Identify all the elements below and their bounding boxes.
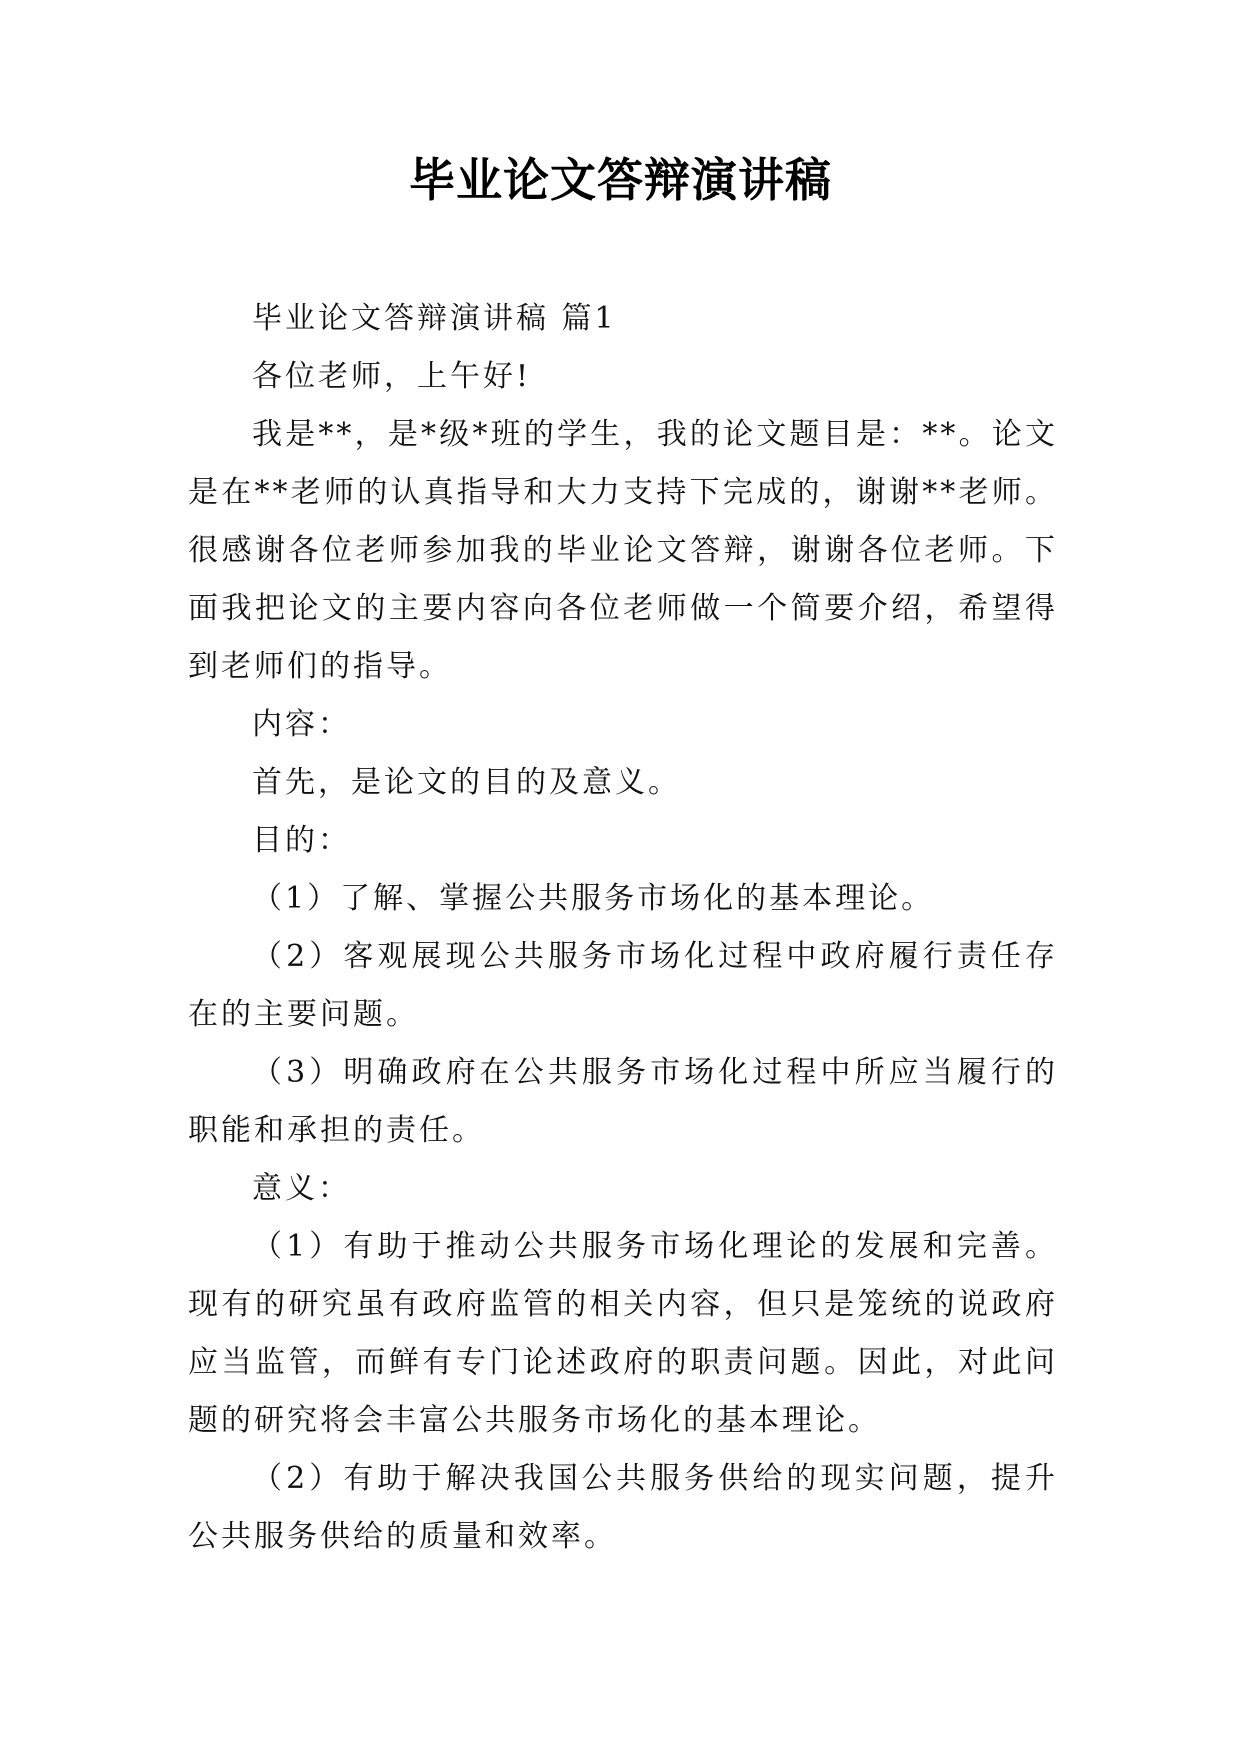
purpose-item-1: （1）了解、掌握公共服务市场化的基本理论。 bbox=[252, 881, 935, 916]
purpose-intro-paragraph: 首先，是论文的目的及意义。 bbox=[252, 765, 681, 800]
purpose-item-3: （3）明确政府在公共服务市场化过程中所应当履行的职能和承担的责任。 bbox=[188, 1055, 1058, 1148]
purpose-item-2: （2）客观展现公共服务市场化过程中政府履行责任存在的主要问题。 bbox=[188, 939, 1058, 1032]
significance-item-2: （2）有助于解决我国公共服务供给的现实问题，提升公共服务供给的质量和效率。 bbox=[188, 1461, 1058, 1554]
document-body bbox=[188, 290, 1058, 1566]
purpose-label: 目的： bbox=[252, 823, 351, 858]
document-title: 毕业论文答辩演讲稿 bbox=[409, 153, 832, 207]
section-heading: 毕业论文答辩演讲稿 篇1 bbox=[252, 301, 617, 336]
content-label: 内容： bbox=[252, 707, 351, 742]
introduction-paragraph: 我是**，是*级*班的学生，我的论文题目是：**。论文是在**老师的认真指导和大力支持下完成的，谢谢**老师。很感谢各位老师参加我的毕业论文答辩，谢谢各位老师。下面我把论文的主要内容向各位老师做一个简要介绍，希望得到老师们的指导。 bbox=[188, 417, 1058, 684]
significance-label: 意义： bbox=[252, 1171, 351, 1206]
greeting-paragraph: 各位老师，上午好! bbox=[252, 359, 532, 394]
significance-item-1: （1）有助于推动公共服务市场化理论的发展和完善。现有的研究虽有政府监管的相关内容，但只是笼统的说政府应当监管，而鲜有专门论述政府的职责问题。因此，对此问题的研究将会丰富公共服务市场化的基本理论。 bbox=[188, 1229, 1058, 1438]
